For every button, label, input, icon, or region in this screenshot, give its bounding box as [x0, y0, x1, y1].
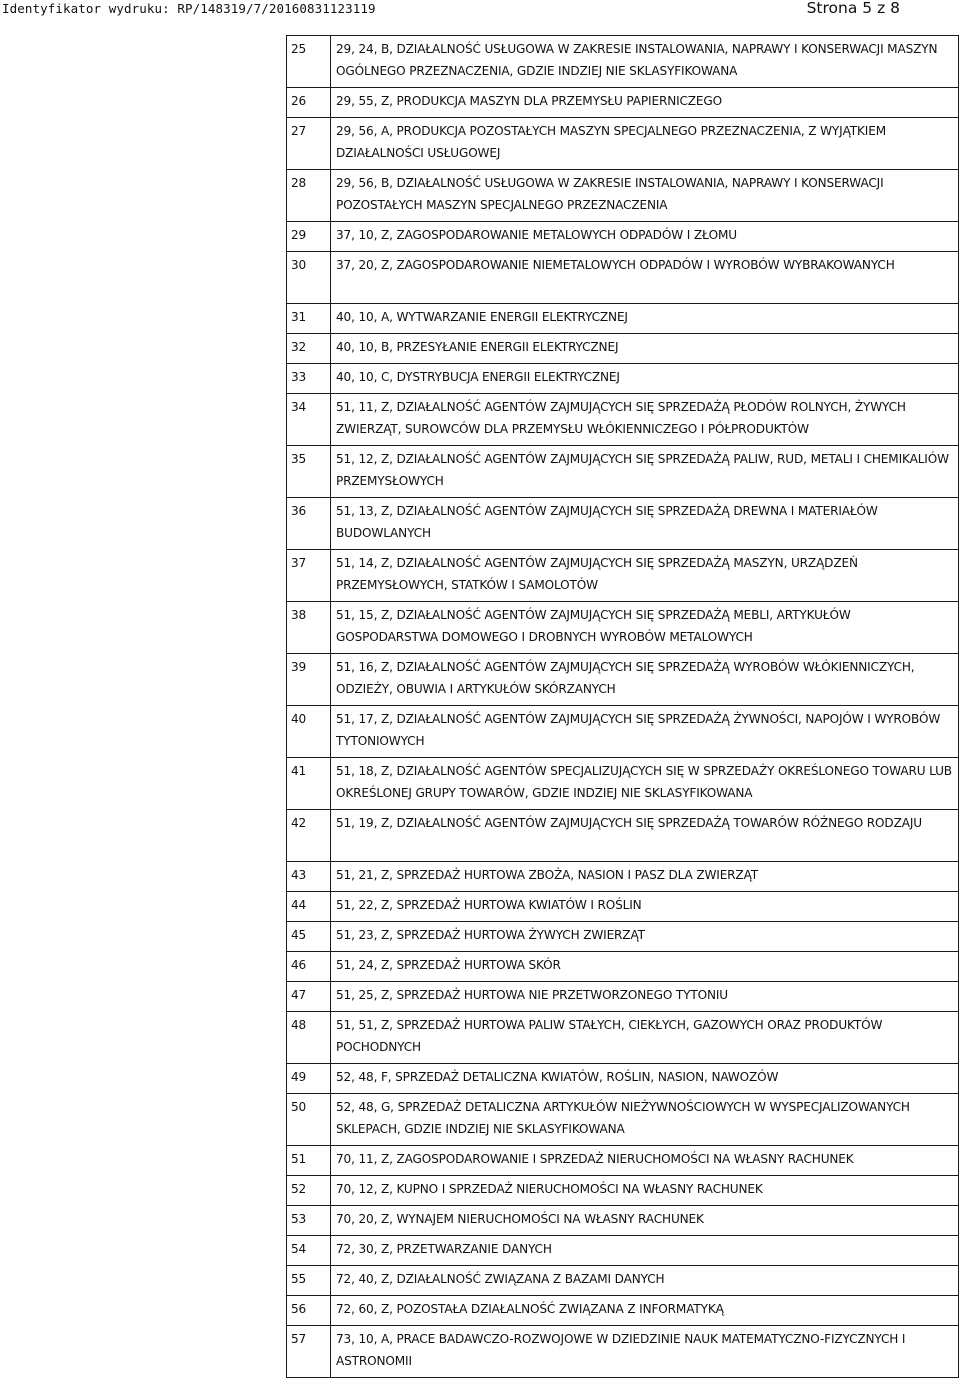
row-description: 52, 48, F, SPRZEDAŻ DETALICZNA KWIATÓW, ROŚLIN, NASION, NAWOZÓW	[331, 1064, 959, 1094]
row-description: 51, 12, Z, DZIAŁALNOŚĆ AGENTÓW ZAJMUJĄCYCH SIĘ SPRZEDAŻĄ PALIW, RUD, METALI I CHEMIKALIÓW PRZEMYSŁOWYCH	[331, 446, 959, 498]
row-number: 51	[287, 1146, 331, 1176]
row-number: 38	[287, 602, 331, 654]
row-number: 48	[287, 1012, 331, 1064]
row-number: 52	[287, 1176, 331, 1206]
table-row	[287, 222, 959, 252]
row-description: 51, 23, Z, SPRZEDAŻ HURTOWA ŻYWYCH ZWIERZĄT	[331, 922, 959, 952]
table-row	[287, 550, 959, 602]
table-row	[287, 88, 959, 118]
table-row	[287, 36, 959, 88]
table-row	[287, 498, 959, 550]
page-number: Strona 5 z 8	[806, 0, 900, 17]
row-number: 36	[287, 498, 331, 550]
pkd-table-body	[287, 36, 959, 1378]
row-number: 39	[287, 654, 331, 706]
row-number: 46	[287, 952, 331, 982]
row-description: 72, 40, Z, DZIAŁALNOŚĆ ZWIĄZANA Z BAZAMI DANYCH	[331, 1266, 959, 1296]
row-number: 53	[287, 1206, 331, 1236]
page-header	[0, 0, 960, 18]
row-number: 42	[287, 810, 331, 862]
pkd-table	[286, 35, 959, 1378]
table-row	[287, 952, 959, 982]
table-row	[287, 922, 959, 952]
table-row	[287, 862, 959, 892]
table-row	[287, 982, 959, 1012]
row-description: 51, 51, Z, SPRZEDAŻ HURTOWA PALIW STAŁYCH, CIEKŁYCH, GAZOWYCH ORAZ PRODUKTÓW POCHODNYCH	[331, 1012, 959, 1064]
table-row	[287, 394, 959, 446]
row-number: 44	[287, 892, 331, 922]
row-description: 29, 55, Z, PRODUKCJA MASZYN DLA PRZEMYSŁU PAPIERNICZEGO	[331, 88, 959, 118]
row-number: 27	[287, 118, 331, 170]
table-row	[287, 1064, 959, 1094]
row-number: 37	[287, 550, 331, 602]
table-row	[287, 364, 959, 394]
table-row	[287, 304, 959, 334]
pkd-table-wrapper	[286, 35, 958, 1378]
row-description: 52, 48, G, SPRZEDAŻ DETALICZNA ARTYKUŁÓW NIEŻYWNOŚCIOWYCH W WYSPECJALIZOWANYCH SKLEPACH, GDZIE INDZIEJ NIE SKLASYFIKOWANA	[331, 1094, 959, 1146]
row-number: 56	[287, 1296, 331, 1326]
row-description: 37, 10, Z, ZAGOSPODAROWANIE METALOWYCH ODPADÓW I ZŁOMU	[331, 222, 959, 252]
row-description: 51, 19, Z, DZIAŁALNOŚĆ AGENTÓW ZAJMUJĄCYCH SIĘ SPRZEDAŻĄ TOWARÓW RÓŻNEGO RODZAJU	[331, 810, 959, 862]
row-number: 30	[287, 252, 331, 304]
row-number: 28	[287, 170, 331, 222]
table-row	[287, 118, 959, 170]
row-number: 25	[287, 36, 331, 88]
table-row	[287, 654, 959, 706]
table-row	[287, 602, 959, 654]
table-row	[287, 334, 959, 364]
row-description: 51, 17, Z, DZIAŁALNOŚĆ AGENTÓW ZAJMUJĄCYCH SIĘ SPRZEDAŻĄ ŻYWNOŚCI, NAPOJÓW I WYROBÓW TYTONIOWYCH	[331, 706, 959, 758]
table-row	[287, 810, 959, 862]
table-row	[287, 1176, 959, 1206]
row-number: 29	[287, 222, 331, 252]
row-description: 51, 16, Z, DZIAŁALNOŚĆ AGENTÓW ZAJMUJĄCYCH SIĘ SPRZEDAŻĄ WYROBÓW WŁÓKIENNICZYCH, ODZIEŻY, OBUWIA I ARTYKUŁÓW SKÓRZANYCH	[331, 654, 959, 706]
row-description: 40, 10, A, WYTWARZANIE ENERGII ELEKTRYCZNEJ	[331, 304, 959, 334]
row-description: 51, 11, Z, DZIAŁALNOŚĆ AGENTÓW ZAJMUJĄCYCH SIĘ SPRZEDAŻĄ PŁODÓW ROLNYCH, ŻYWYCH ZWIERZĄT, SUROWCÓW DLA PRZEMYSŁU WŁÓKIENNICZEGO I PÓŁPRODUKTÓW	[331, 394, 959, 446]
row-description: 72, 60, Z, POZOSTAŁA DZIAŁALNOŚĆ ZWIĄZANA Z INFORMATYKĄ	[331, 1296, 959, 1326]
row-number: 40	[287, 706, 331, 758]
table-row	[287, 1236, 959, 1266]
row-description: 70, 12, Z, KUPNO I SPRZEDAŻ NIERUCHOMOŚCI NA WŁASNY RACHUNEK	[331, 1176, 959, 1206]
row-description: 51, 14, Z, DZIAŁALNOŚĆ AGENTÓW ZAJMUJĄCYCH SIĘ SPRZEDAŻĄ MASZYN, URZĄDZEŃ PRZEMYSŁOWYCH, STATKÓW I SAMOLOTÓW	[331, 550, 959, 602]
row-description: 40, 10, B, PRZESYŁANIE ENERGII ELEKTRYCZNEJ	[331, 334, 959, 364]
row-number: 57	[287, 1326, 331, 1378]
row-description: 51, 25, Z, SPRZEDAŻ HURTOWA NIE PRZETWORZONEGO TYTONIU	[331, 982, 959, 1012]
row-number: 35	[287, 446, 331, 498]
row-description: 70, 11, Z, ZAGOSPODAROWANIE I SPRZEDAŻ NIERUCHOMOŚCI NA WŁASNY RACHUNEK	[331, 1146, 959, 1176]
row-description: 51, 15, Z, DZIAŁALNOŚĆ AGENTÓW ZAJMUJĄCYCH SIĘ SPRZEDAŻĄ MEBLI, ARTYKUŁÓW GOSPODARSTWA DOMOWEGO I DROBNYCH WYROBÓW METALOWYCH	[331, 602, 959, 654]
table-row	[287, 1326, 959, 1378]
row-description: 51, 21, Z, SPRZEDAŻ HURTOWA ZBOŻA, NASION I PASZ DLA ZWIERZĄT	[331, 862, 959, 892]
row-number: 50	[287, 1094, 331, 1146]
table-row	[287, 892, 959, 922]
row-number: 54	[287, 1236, 331, 1266]
row-description: 51, 13, Z, DZIAŁALNOŚĆ AGENTÓW ZAJMUJĄCYCH SIĘ SPRZEDAŻĄ DREWNA I MATERIAŁÓW BUDOWLANYCH	[331, 498, 959, 550]
table-row	[287, 252, 959, 304]
table-row	[287, 1094, 959, 1146]
row-description: 51, 18, Z, DZIAŁALNOŚĆ AGENTÓW SPECJALIZUJĄCYCH SIĘ W SPRZEDAŻY OKREŚLONEGO TOWARU LUB OKREŚLONEJ GRUPY TOWARÓW, GDZIE INDZIEJ NIE SKLASYFIKOWANA	[331, 758, 959, 810]
row-description: 70, 20, Z, WYNAJEM NIERUCHOMOŚCI NA WŁASNY RACHUNEK	[331, 1206, 959, 1236]
row-number: 43	[287, 862, 331, 892]
row-number: 31	[287, 304, 331, 334]
table-row	[287, 1206, 959, 1236]
table-row	[287, 1146, 959, 1176]
row-description: 29, 56, B, DZIAŁALNOŚĆ USŁUGOWA W ZAKRESIE INSTALOWANIA, NAPRAWY I KONSERWACJI POZOSTAŁYCH MASZYN SPECJALNEGO PRZEZNACZENIA	[331, 170, 959, 222]
table-row	[287, 1012, 959, 1064]
row-number: 33	[287, 364, 331, 394]
row-number: 45	[287, 922, 331, 952]
row-number: 49	[287, 1064, 331, 1094]
row-description: 51, 24, Z, SPRZEDAŻ HURTOWA SKÓR	[331, 952, 959, 982]
row-number: 55	[287, 1266, 331, 1296]
row-description: 37, 20, Z, ZAGOSPODAROWANIE NIEMETALOWYCH ODPADÓW I WYROBÓW WYBRAKOWANYCH	[331, 252, 959, 304]
table-row	[287, 1296, 959, 1326]
row-number: 47	[287, 982, 331, 1012]
table-row	[287, 758, 959, 810]
row-number: 34	[287, 394, 331, 446]
table-row	[287, 706, 959, 758]
row-description: 51, 22, Z, SPRZEDAŻ HURTOWA KWIATÓW I ROŚLIN	[331, 892, 959, 922]
print-identifier: Identyfikator wydruku: RP/148319/7/20160831123119	[2, 1, 376, 16]
row-description: 40, 10, C, DYSTRYBUCJA ENERGII ELEKTRYCZNEJ	[331, 364, 959, 394]
row-description: 29, 56, A, PRODUKCJA POZOSTAŁYCH MASZYN SPECJALNEGO PRZEZNACZENIA, Z WYJĄTKIEM DZIAŁALNOŚCI USŁUGOWEJ	[331, 118, 959, 170]
row-description: 73, 10, A, PRACE BADAWCZO-ROZWOJOWE W DZIEDZINIE NAUK MATEMATYCZNO-FIZYCZNYCH I ASTRONOMII	[331, 1326, 959, 1378]
row-description: 72, 30, Z, PRZETWARZANIE DANYCH	[331, 1236, 959, 1266]
table-row	[287, 1266, 959, 1296]
row-number: 32	[287, 334, 331, 364]
row-description: 29, 24, B, DZIAŁALNOŚĆ USŁUGOWA W ZAKRESIE INSTALOWANIA, NAPRAWY I KONSERWACJI MASZYN OGÓLNEGO PRZEZNACZENIA, GDZIE INDZIEJ NIE SKLASYFIKOWANA	[331, 36, 959, 88]
row-number: 26	[287, 88, 331, 118]
row-number: 41	[287, 758, 331, 810]
table-row	[287, 170, 959, 222]
table-row	[287, 446, 959, 498]
